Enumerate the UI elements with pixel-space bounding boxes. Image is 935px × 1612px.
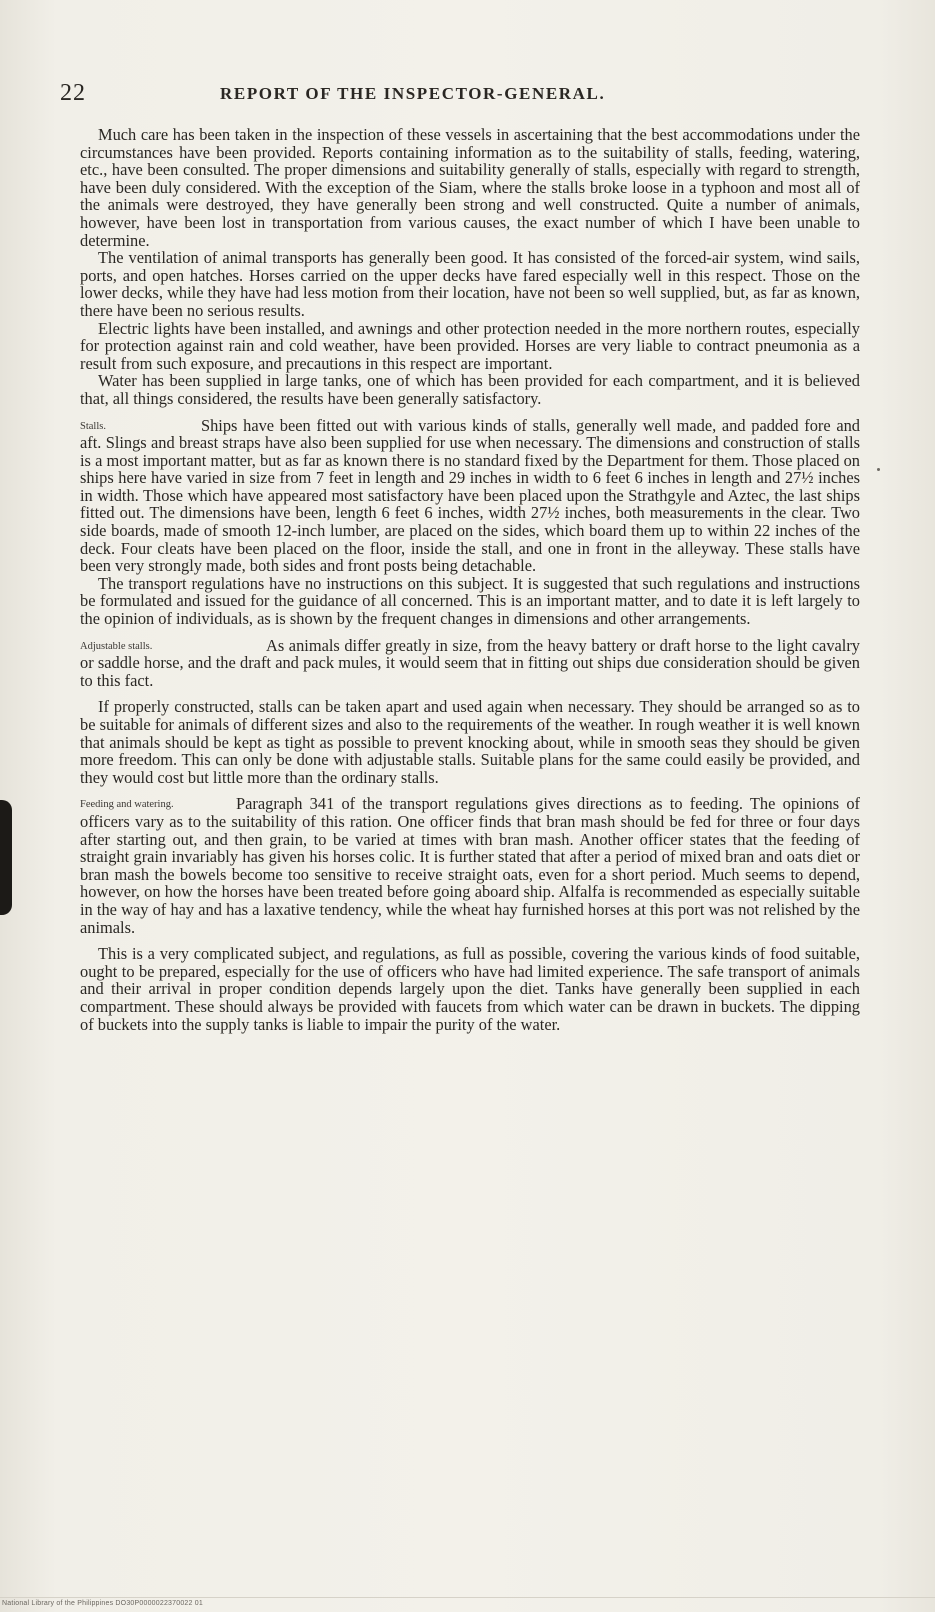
page-number: 22 [60, 80, 86, 106]
paragraph-adjustable-stalls [80, 637, 860, 690]
paragraph-feeding-text: Paragraph 341 of the transport regulations gives directions as to feeding. The opinions of officers vary as to the suitability of this ration. One officer finds that bran mash should be fed for three or four days after starting out, and then grain, to be varied at times with bran mash. Another officer states that the feeding of straight grain invariably has given his horses colic. It is further stated that after a period of mixed bran and oats diet or bran mash the bowels become too sensitive to receive straight oats, even for a short period. Much seems to depend, however, on how the horses have been treated before going aboard ship. Alfalfa is recommended as especially suitable in the way of hay and has a laxative tendency, while the wheat hay furnished horses at this port was not relished by the animals. [80, 794, 860, 937]
paragraph-water: Water has been supplied in large tanks, one of which has been provided for each compartment, and it is believed that, all things considered, the results have been generally satisfactory. [80, 371, 860, 408]
paragraph-diet: This is a very complicated subject, and regulations, as full as possible, covering the various kinds of food suitable, ought to be prepared, especially for the use of officers who have had limited experience. The safe transport of animals and their arrival in proper condition depends largely upon the diet. Tanks have generally been supplied in each compartment. These should always be provided with faucets from which water can be drawn in buckets. The dipping of buckets into the supply tanks is liable to impair the purity of the water. [80, 944, 860, 1034]
sidenote-stalls: Stalls. [80, 420, 106, 432]
paragraph-stalls-text: Ships have been fitted out with various kinds of stalls, generally well made, and padded fore and aft. Slings and breast straps have also been supplied for use when necessary. The dimensions and construction of stalls is a most important matter, but as far as known there is no standard fixed by the Department for them. Those placed on ships here have varied in size from 7 feet in length and 29 inches in width to 6 feet 6 inches in length and 27½ inches in width. Those which have appeared most satisfactory have been placed upon the Strathgyle and Aztec, the last ships fitted out. The dimensions have been, length 6 feet 6 inches, width 27½ inches, both measurements in the clear. Two side boards, made of smooth 12-inch lumber, are placed on the sides, which board them up to within 22 inches of the deck. Four cleats have been placed on the floor, inside the stall, and one in front in the alleyway. These stalls have been very strongly made, both sides and front posts being detachable. [80, 415, 860, 576]
footer-rule [0, 1597, 935, 1598]
paragraph-inspection: Much care has been taken in the inspection of these vessels in ascertaining that the best accommodations under the circumstances have been provided. Reports containing information as to the suitability of stalls, feeding, watering, etc., have been consulted. The proper dimensions and suitability generally of stalls, especially with regard to strength, have been duly considered. With the exception of the Siam, where the stalls broke loose in a typhoon and most all of the animals were destroyed, they have generally been strong and well constructed. Quite a number of animals, however, have been lost in transportation from various causes, the exact number of which I have been unable to determine. [80, 125, 860, 250]
paragraph-regulations: The transport regulations have no instructions on this subject. It is suggested that such regulations and instructions be formulated and issued for the guidance of all concerned. This is an important matter, and to date it is left largely to the opinion of individuals, as is shown by the frequent changes in dimensions and other arrangements. [80, 573, 860, 629]
paragraph-electric-lights: Electric lights have been installed, and awnings and other protection needed in the more northern routes, especially for protection against rain and cold weather, have been provided. Horses are very liable to contract pneumonia as a result from such exposure, and precautions in this respect are important. [80, 318, 860, 373]
footer-source: National Library of the Philippines DO30P0000022370022 01 [2, 1600, 203, 1607]
paragraph-adjustable-stalls-text: As animals differ greatly in size, from the heavy battery or draft horse to the light cavalry or saddle horse, and the draft and pack mules, it would seem that in fitting out ships due consideration should be given to this fact. [80, 635, 860, 690]
paragraph-construction: If properly constructed, stalls can be taken apart and used again when necessary. They should be arranged so as to be suitable for animals of different sizes and also to the requirements of the weather. In rough weather it is well known that animals should be kept as tight as possible to prevent knocking about, while in smooth seas they should be given more freedom. This can only be done with adjustable stalls. Suitable plans for the same could easily be provided, and they would cost but little more than the ordinary stalls. [80, 697, 860, 787]
paragraph-feeding [80, 795, 860, 936]
paragraph-ventilation: The ventilation of animal transports has generally been good. It has consisted of the forced-air system, wind sails, ports, and open hatches. Horses carried on the upper decks have fared especially well in this respect. Those on the lower decks, while they have had less motion from their location, have not been so well supplied, but, as far as known, there have been no serious results. [80, 248, 860, 320]
sidenote-feeding-watering: Feeding and watering. [80, 799, 174, 811]
margin-mark [877, 468, 880, 471]
running-head: REPORT OF THE INSPECTOR-GENERAL. [220, 84, 606, 103]
page-header [60, 80, 880, 110]
report-body [80, 126, 860, 1033]
sidenote-adjustable-stalls: Adjustable stalls. [80, 640, 153, 652]
paragraph-stalls [80, 417, 860, 575]
binding-shadow [0, 800, 12, 915]
